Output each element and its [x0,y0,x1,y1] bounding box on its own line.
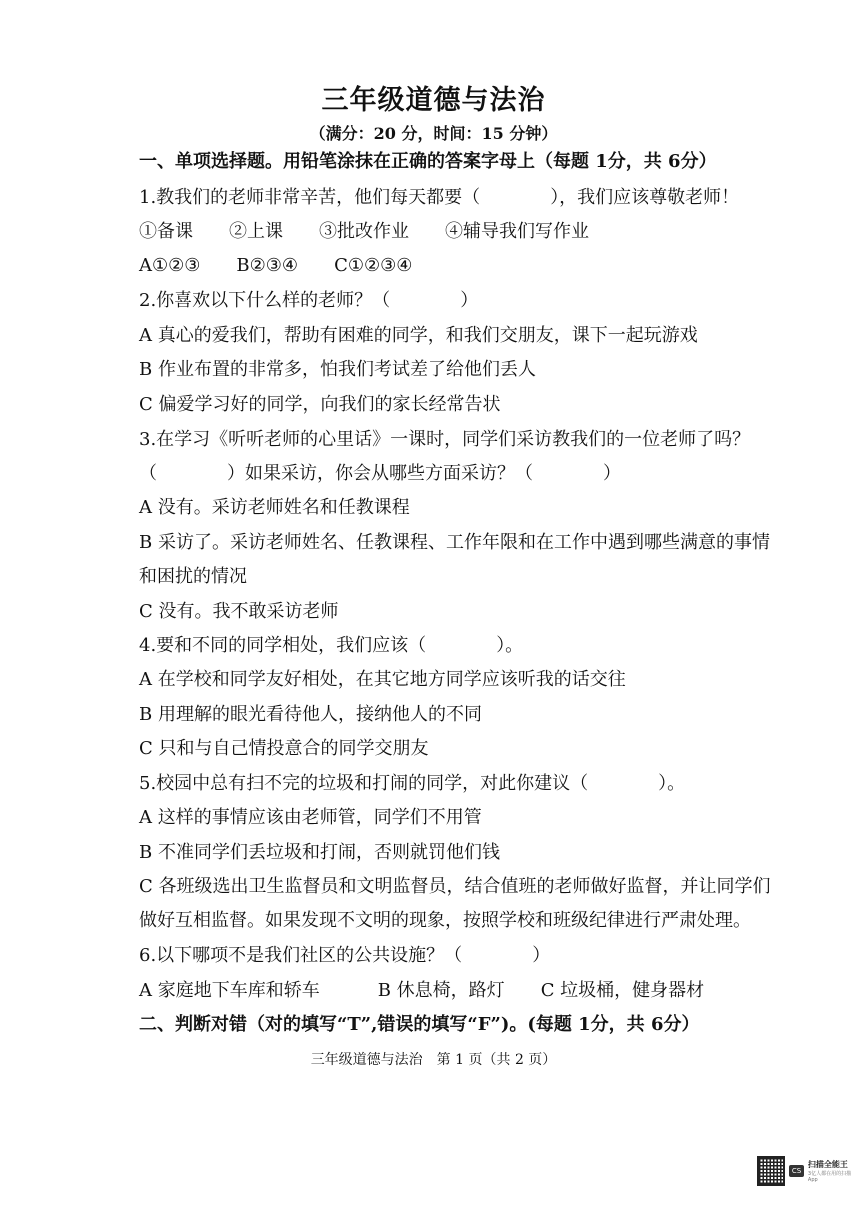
q3-stem2-part-a: （ [139,463,157,484]
q4-stem-part-b: ）。 [496,635,524,656]
q1-stem-part-b: ），我们应该尊敬老师！ [550,187,740,208]
q3-choice-c[interactable]: C 没有。我不敢采访老师 [139,601,339,622]
q1-choice-c[interactable]: C①②③④ [334,255,413,276]
q2-choice-a[interactable]: A 真心的爱我们，帮助有困难的同学，和我们交朋友，课下一起玩游戏 [139,325,698,346]
q6-choice-b[interactable]: B 休息椅，路灯 [377,980,505,1001]
q5-choice-c[interactable]: C 各班级选出卫生监督员和文明监督员，结合值班的老师做好监督，并让同学们 [139,876,771,897]
q6-choice-c[interactable]: C 垃圾桶，健身器材 [540,980,705,1001]
section-1-heading: 一、单项选择题。用铅笔涂抹在正确的答案字母上（每题 1分，共 6分） [139,151,717,172]
section-2-heading: 二、判断对错（对的填写“T”,错误的填写“F”)。(每题 1分，共 6分） [139,1014,700,1035]
question-1-choices [139,254,412,278]
q2-stem-part-b: ） [460,290,479,311]
q6-stem-part-a: 6.以下哪项不是我们社区的公共设施？（ [139,945,463,966]
scanner-logo-icon: CS [789,1165,804,1177]
q1-item-2: ②上课 [229,221,283,242]
question-3-stem: 3.在学习《听听老师的心里话》一课时，同学们采访教我们的一位老师了吗？ [139,429,751,450]
q1-choice-b[interactable]: B②③④ [236,255,299,276]
q6-stem-part-b: ） [532,945,551,966]
q3-choice-b-continued: 和困扰的情况 [139,566,247,587]
q2-choice-c[interactable]: C 偏爱学习好的同学，向我们的家长经常告状 [139,394,501,415]
q5-choice-a[interactable]: A 这样的事情应该由老师管，同学们不用管 [139,807,482,828]
q5-choice-b[interactable]: B 不准同学们丢垃圾和打闹，否则就罚他们钱 [139,842,500,863]
q4-choice-b[interactable]: B 用理解的眼光看待他人，接纳他人的不同 [139,704,482,725]
q5-stem-part-a: 5.校园中总有扫不完的垃圾和打闹的同学，对此你建议（ [139,773,589,794]
q1-stem-part-a: 1.教我们的老师非常辛苦，他们每天都要（ [139,187,481,208]
question-4-stem [139,634,523,658]
page-title: 三年级道德与法治 [321,85,546,116]
q2-stem-part-a: 2.你喜欢以下什么样的老师？（ [139,290,391,311]
scanner-app-name: 扫描全能王 [807,1160,848,1169]
question-1-items [139,220,589,244]
q4-choice-a[interactable]: A 在学校和同学友好相处，在其它地方同学应该听我的话交往 [139,669,626,690]
q4-stem-part-a: 4.要和不同的同学相处，我们应该（ [139,635,427,656]
question-6-choices [139,979,704,1003]
scanner-watermark [757,1150,857,1192]
q5-choice-c-continued: 做好互相监督。如果发现不文明的现象，按照学校和班级纪律进行严肃处理。 [139,910,751,931]
question-5-stem [139,772,685,796]
q1-item-4: ④辅导我们写作业 [445,221,589,242]
question-3-stem-2 [139,462,621,486]
q1-choice-a[interactable]: A①②③ [139,255,201,276]
q4-choice-c[interactable]: C 只和与自己情投意合的同学交朋友 [139,738,429,759]
scanner-text [808,1159,857,1183]
question-1-stem [139,186,739,210]
q2-choice-b[interactable]: B 作业布置的非常多，怕我们考试差了给他们丢人 [139,359,536,380]
q1-item-3: ③批改作业 [319,221,409,242]
q6-choice-a[interactable]: A 家庭地下车库和轿车 [139,980,320,1001]
page-footer: 三年级道德与法治 第 1 页（共 2 页） [310,1052,557,1068]
q1-item-1: ①备课 [139,221,193,242]
q3-choice-a[interactable]: A 没有。采访老师姓名和任教课程 [139,497,410,518]
q5-stem-part-b: ）。 [658,773,686,794]
score-time-info: （满分：20 分，时间：15 分钟） [309,124,558,143]
q3-stem2-part-b: ）如果采访，你会从哪些方面采访？（ [227,463,533,484]
question-2-stem [139,289,478,313]
qr-code-icon [757,1156,785,1186]
scanner-tagline: 3亿人都在用的扫描App [807,1171,852,1183]
q3-stem2-part-c: ） [603,463,621,484]
q3-choice-b[interactable]: B 采访了。采访老师姓名、任教课程、工作年限和在工作中遇到哪些满意的事情 [139,532,770,553]
question-6-stem [139,944,550,968]
